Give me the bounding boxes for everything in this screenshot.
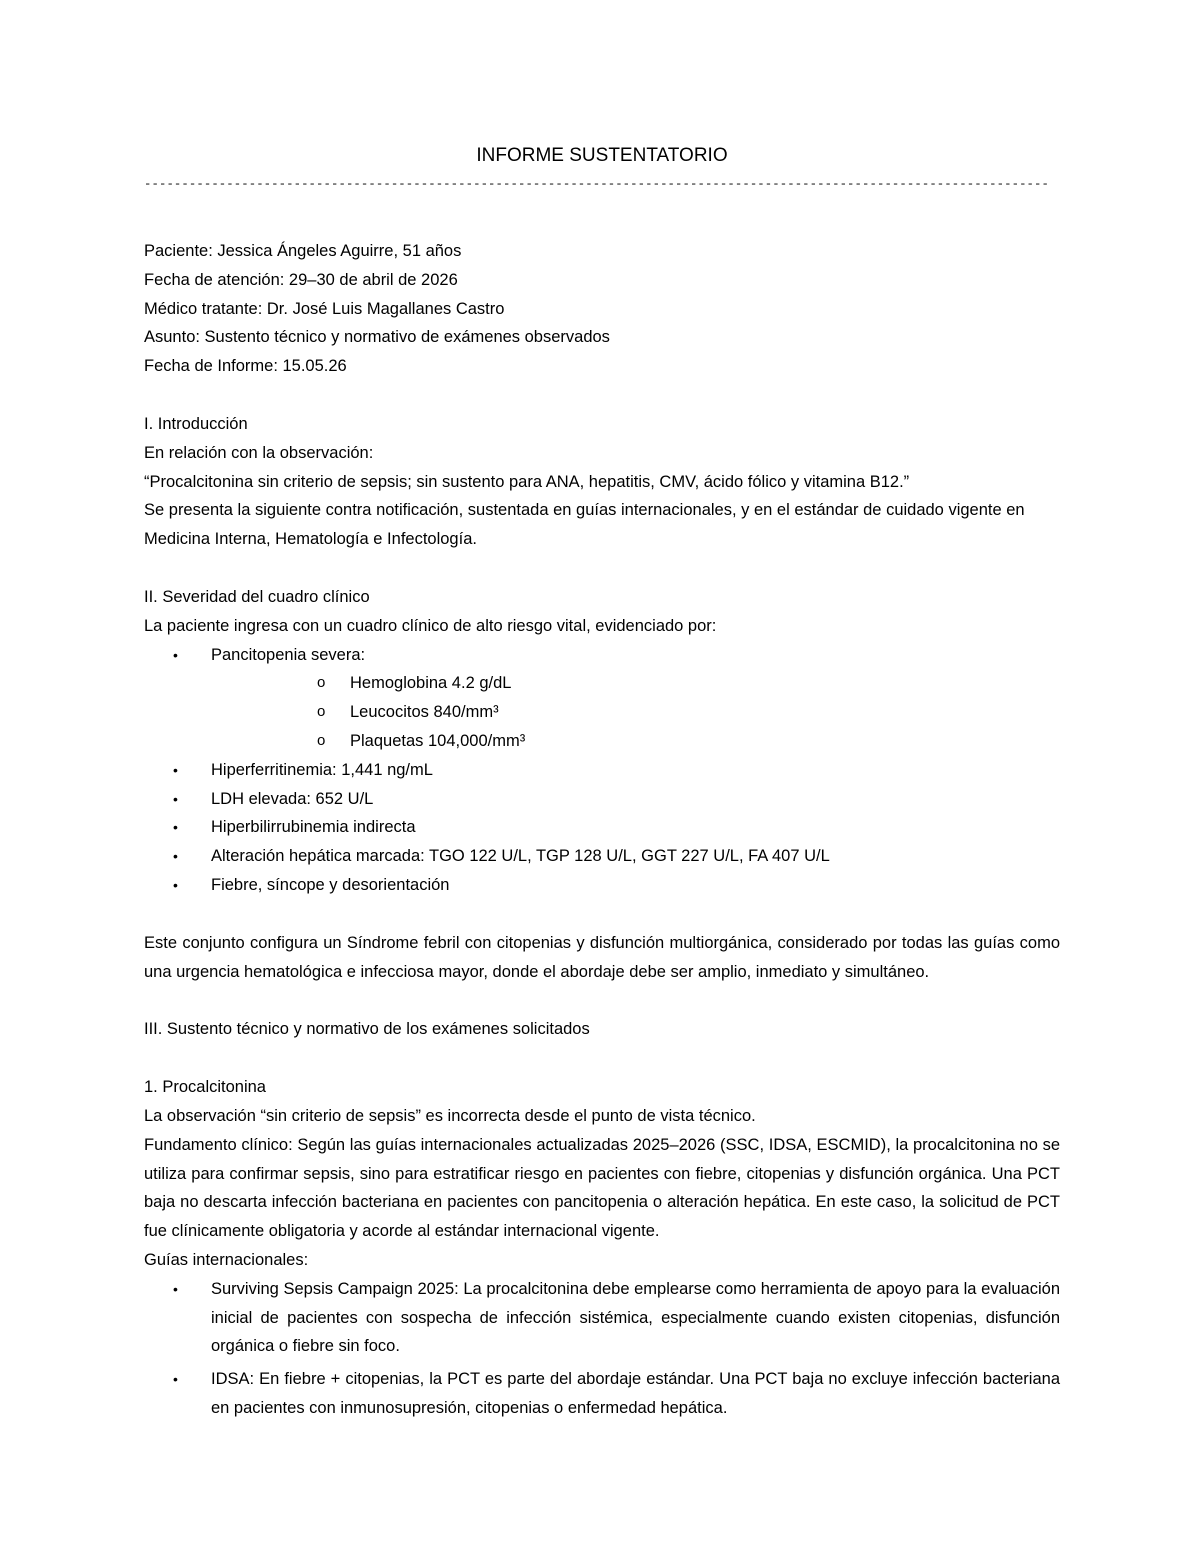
patient-header	[144, 237, 1060, 381]
bullet-icon: •	[173, 848, 178, 865]
bullet-icon: •	[173, 790, 178, 807]
list-item	[144, 756, 1060, 785]
attention-date: Fecha de atención: 29–30 de abril de 2026	[144, 270, 458, 289]
circle-bullet-icon: o	[317, 731, 326, 749]
separator-line: -------------------------------------------------------------------------------------------------------------------------	[144, 177, 1049, 191]
sub-list-item	[211, 669, 1060, 698]
guides-heading: Guías internacionales:	[144, 1250, 309, 1269]
procalcitonina-section	[144, 1073, 1060, 1423]
intro-section	[144, 410, 1060, 554]
sub-list-item	[211, 698, 1060, 727]
guide-text: IDSA: En fiebre + citopenias, la PCT es parte del abordaje estándar. Una PCT baja no excluye infección bacteriana en pacientes con inmunosupresión, citopenias o enfermedad hepática.	[211, 1370, 1060, 1417]
list-item-text: Hiperbilirrubinemia indirecta	[211, 818, 416, 837]
sustento-section	[144, 1015, 1060, 1044]
circle-bullet-icon: o	[317, 703, 326, 721]
document-page	[144, 140, 1060, 1423]
list-item	[144, 641, 1060, 756]
intro-quote: “Procalcitonina sin criterio de sepsis; sin sustento para ANA, hepatitis, CMV, ácido fólico y vitamina B12.”	[144, 472, 910, 491]
severity-heading: II. Severidad del cuadro clínico	[144, 587, 370, 606]
procalcitonina-observation: La observación “sin criterio de sepsis” es incorrecta desde el punto de vista técnico.	[144, 1106, 756, 1125]
bullet-icon: •	[173, 646, 178, 663]
circle-bullet-icon: o	[317, 674, 326, 692]
sub-item-text: Plaquetas 104,000/mm³	[350, 731, 526, 750]
list-item	[144, 813, 1060, 842]
procalcitonina-heading: 1. Procalcitonina	[144, 1078, 266, 1097]
list-item-text: Hiperferritinemia: 1,441 ng/mL	[211, 760, 433, 779]
intro-paragraph: Se presenta la siguiente contra notificación, sustentada en guías internacionales, y en el estándar de cuidado vigente en Medicina Interna, Hematología e Infectología.	[144, 501, 1025, 549]
severity-conclusion-section	[144, 929, 1060, 987]
list-item	[144, 785, 1060, 814]
sub-item-text: Hemoglobina 4.2 g/dL	[350, 674, 512, 693]
severity-lead: La paciente ingresa con un cuadro clínico de alto riesgo vital, evidenciado por:	[144, 616, 717, 635]
list-item	[144, 871, 1060, 900]
guides-list	[144, 1275, 1060, 1423]
pancitopenia-label: Pancitopenia severa:	[211, 645, 366, 664]
intro-heading: I. Introducción	[144, 414, 248, 433]
bullet-icon: •	[173, 819, 178, 836]
bullet-icon: •	[173, 1280, 178, 1297]
sub-item-text: Leucocitos 840/mm³	[350, 703, 499, 722]
bullet-icon: •	[173, 761, 178, 778]
severity-list	[144, 641, 1060, 900]
guide-text: Surviving Sepsis Campaign 2025: La procalcitonina debe emplearse como herramienta de apoyo para la evaluación inicial de pacientes con sospecha de infección sistémica, especialmente cuando existen citopenias, disfunción orgánica o fiebre sin foco.	[211, 1279, 1060, 1356]
sub-list-item	[211, 727, 1060, 756]
bullet-icon: •	[173, 876, 178, 893]
intro-line: En relación con la observación:	[144, 443, 374, 462]
report-date: Fecha de Informe: 15.05.26	[144, 357, 347, 376]
sustento-heading: III. Sustento técnico y normativo de los exámenes solicitados	[144, 1020, 590, 1039]
list-item-text: LDH elevada: 652 U/L	[211, 789, 374, 808]
pancitopenia-sublist	[211, 669, 1060, 755]
patient-name: Paciente: Jessica Ángeles Aguirre, 51 años	[144, 242, 462, 260]
list-item	[144, 1275, 1060, 1361]
list-item	[144, 1365, 1060, 1423]
bullet-icon: •	[173, 1371, 178, 1388]
procalcitonina-fundamento: Fundamento clínico: Según las guías internacionales actualizadas 2025–2026 (SSC, IDSA, ESCMID), la procalcitonina no se utiliza para confirmar sepsis, sino para estratificar riesgo en pacientes con fiebre, citopenias y disfunción orgánica. Una PCT baja no descarta infección bacteriana en pacientes con pancitopenia o alteración hepática. En este caso, la solicitud de PCT fue clínicamente obligatoria y acorde al estándar internacional vigente.	[144, 1135, 1060, 1241]
list-item	[144, 842, 1060, 871]
list-item-text: Alteración hepática marcada: TGO 122 U/L, TGP 128 U/L, GGT 227 U/L, FA 407 U/L	[211, 847, 830, 866]
severity-conclusion: Este conjunto configura un Síndrome febril con citopenias y disfunción multiorgánica, considerado por todas las guías como una urgencia hematológica e infecciosa mayor, donde el abordaje debe ser amplio, inmediato y simultáneo.	[144, 933, 1060, 981]
document-title: INFORME SUSTENTATORIO	[476, 145, 728, 166]
subject: Asunto: Sustento técnico y normativo de exámenes observados	[144, 328, 610, 347]
treating-doctor: Médico tratante: Dr. José Luis Magallanes Castro	[144, 299, 505, 318]
severity-section	[144, 583, 1060, 900]
list-item-text: Fiebre, síncope y desorientación	[211, 875, 450, 894]
